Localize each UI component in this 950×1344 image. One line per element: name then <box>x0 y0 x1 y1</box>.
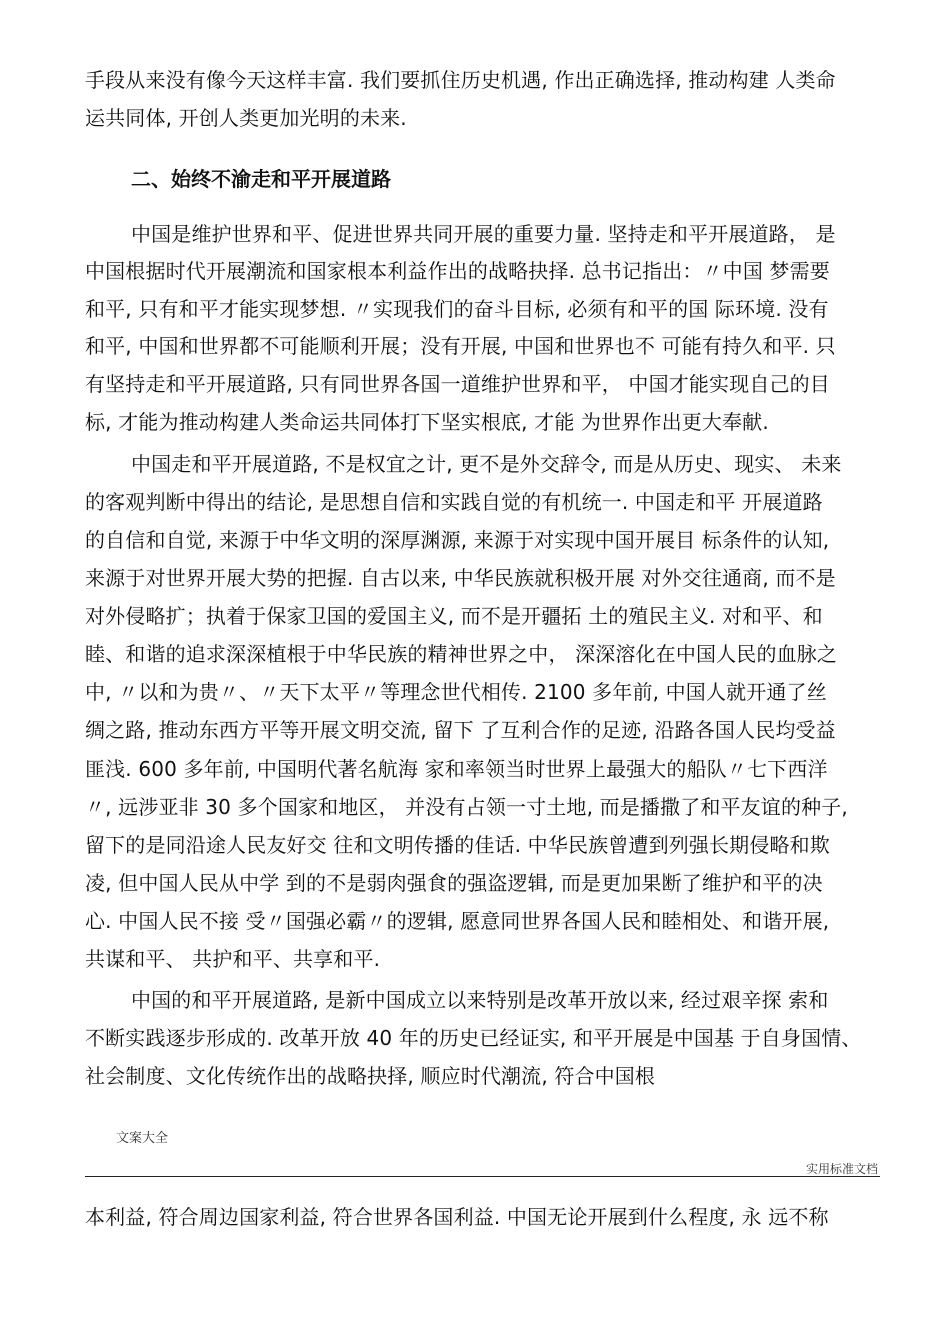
text-line: 本利益, 符合周边国家利益, 符合世界各国利益. 中国无论开展到什么程度, 永 远不称 <box>85 1205 829 1229</box>
page-divider <box>85 1176 880 1177</box>
text-line: 中国走和平开展道路, 不是权宜之计, 更不是外交辞令, 而是从历史、现实、 未来 <box>131 452 842 476</box>
text-line: 中国的和平开展道路, 是新中国成立以来特别是改革开放以来, 经过艰辛探 索和 <box>131 988 829 1012</box>
text-line: 中国根据时代开展潮流和国家根本利益作出的战略抉择. 总书记指出：〃中国 梦需要 <box>85 259 830 283</box>
text-line: 的自信和自觉, 来源于中华文明的深厚渊源, 来源于对实现中国开展目 标条件的认知, <box>85 528 830 552</box>
text-line: 凌, 但中国人民从中学 到的不是弱肉强食的强盗逻辑, 而是更加果断了维护和平的决 <box>85 871 823 895</box>
text-line: 的客观判断中得出的结论, 是思想自信和实践自觉的有机统一. 中国走和平 开展道路 <box>85 490 823 514</box>
text-line: 社会制度、文化传统作出的战略抉择, 顺应时代潮流, 符合中国根 <box>85 1064 656 1088</box>
text-line: 来源于对世界开展大势的把握. 自古以来, 中华民族就积极开展 对外交往通商, 而不是 <box>85 566 836 590</box>
text-line: 共谋和平、 共护和平、共享和平. <box>85 947 381 971</box>
text-line: 〃, 远涉亚非 30 多个国家和地区， 并没有占领一寸土地, 而是播撒了和平友谊的种子, <box>85 795 848 819</box>
text-line: 运共同体, 开创人类更加光明的未来. <box>85 106 407 130</box>
text-line: 心. 中国人民不接 受〃国强必霸〃的逻辑, 愿意同世界各国人民和睦相处、和谐开展, <box>85 909 830 933</box>
header-label: 实用标准文档 <box>805 1162 878 1176</box>
text-line: 留下的是同沿途人民友好交 往和文明传播的佳话. 中华民族曾遭到列强长期侵略和欺 <box>85 833 830 857</box>
text-line: 中国是维护世界和平、促进世界共同开展的重要力量. 坚持走和平开展道路， 是 <box>131 222 836 246</box>
text-line: 绸之路, 推动东西方平等开展文明交流, 留下 了互利合作的足迹, 沿路各国人民均受益 <box>85 718 836 742</box>
text-line: 对外侵略扩；执着于保家卫国的爱国主义, 而不是开疆拓 土的殖民主义. 对和平、和 <box>85 604 823 628</box>
text-line: 标, 才能为推动构建人类命运共同体打下坚实根底, 才能 为世界作出更大奉献. <box>85 410 769 434</box>
text-line: 睦、和谐的追求深深植根于中华民族的精神世界之中， 深深溶化在中国人民的血脉之 <box>85 642 838 666</box>
text-line: 有坚持走和平开展道路, 只有同世界各国一道维护世界和平， 中国才能实现自己的目 <box>85 372 830 396</box>
text-line: 和平, 中国和世界都不可能顺利开展；没有开展, 中国和世界也不 可能有持久和平. 只 <box>85 334 836 358</box>
footer-label: 文案大全 <box>116 1131 169 1146</box>
text-line: 手段从来没有像今天这样丰富. 我们要抓住历史机遇, 作出正确选择, 推动构建 人类命 <box>85 68 836 92</box>
section-heading: 二、始终不渝走和平开展道路 <box>131 167 391 191</box>
text-line: 不断实践逐步形成的. 改革开放 40 年的历史已经证实, 和平开展是中国基 于自身国情、 <box>85 1026 862 1050</box>
text-line: 和平, 只有和平才能实现梦想. 〃实现我们的奋斗目标, 必须有和平的国 际环境. 没有 <box>85 297 829 321</box>
text-line: 匪浅. 600 多年前, 中国明代著名航海 家和率领当时世界上最强大的船队〃七下西洋 <box>85 757 828 781</box>
text-line: 中, 〃以和为贵〃、〃天下太平〃等理念世代相传. 2100 多年前, 中国人就开通了丝 <box>85 680 827 704</box>
